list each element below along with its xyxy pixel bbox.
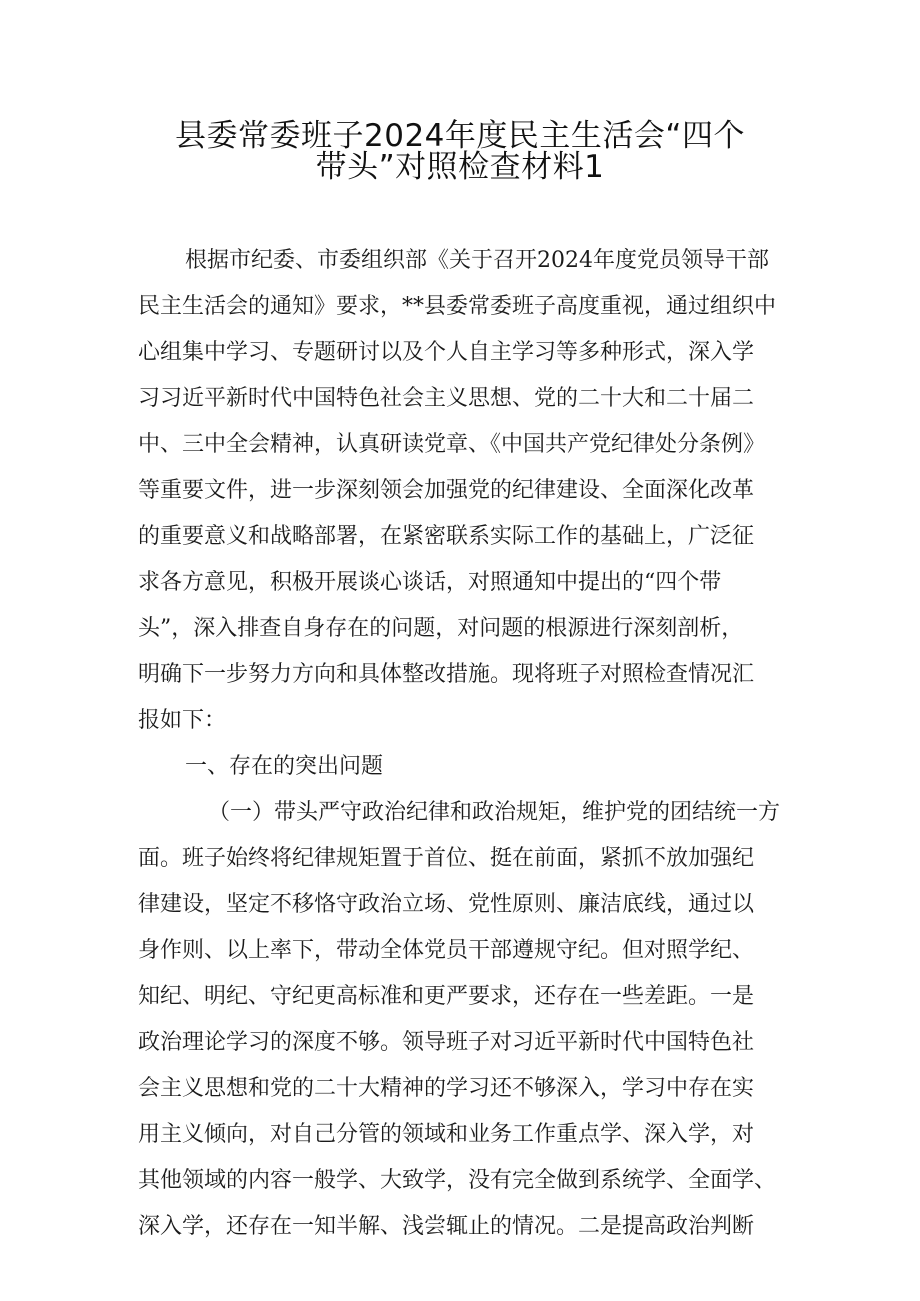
paragraph-line: 中、三中全会精神，认真研读党章、《中国共产党纪律处分条例》 — [138, 432, 766, 457]
paragraph-line: 等重要文件，进一步深刻领会加强党的纪律建设、全面深化改革 — [138, 478, 755, 503]
paragraph-line: 根据市纪委、市委组织部《关于召开2024年度党员领导干部 — [185, 248, 769, 273]
paragraph-line: 会主义思想和党的二十大精神的学习还不够深入，学习中存在实 — [138, 1076, 755, 1101]
paragraph-line: 身作则、以上率下，带动全体党员干部遵规守纪。但对照学纪、 — [138, 938, 755, 963]
paragraph-line: 的重要意义和战略部署，在紧密联系实际工作的基础上，广泛征 — [138, 524, 755, 549]
document-title-line-2: 带头”对照检查材料1 — [315, 149, 605, 185]
section-heading: 一、存在的突出问题 — [185, 754, 384, 779]
paragraph-line: 律建设，坚定不移恪守政治立场、党性原则、廉洁底线，通过以 — [138, 892, 755, 917]
paragraph-line: 面。班子始终将纪律规矩置于首位、挺在前面，紧抓不放加强纪 — [138, 846, 755, 871]
paragraph-line: 其他领域的内容一般学、大致学，没有完全做到系统学、全面学、 — [138, 1168, 777, 1193]
paragraph-line: 知纪、明纪、守纪更高标准和更严要求，还存在一些差距。一是 — [138, 984, 755, 1009]
paragraph-line: 报如下： — [138, 708, 227, 733]
paragraph-line: 深入学，还存在一知半解、浅尝辄止的情况。二是提高政治判断 — [138, 1214, 755, 1239]
paragraph-line: 政治理论学习的深度不够。领导班子对习近平新时代中国特色社 — [138, 1030, 755, 1055]
subsection-heading-line: （一）带头严守政治纪律和政治规矩，维护党的团结统一方 — [208, 800, 781, 825]
paragraph-line: 头”，深入排查自身存在的问题，对问题的根源进行深刻剖析， — [138, 616, 744, 641]
paragraph-line: 习习近平新时代中国特色社会主义思想、党的二十大和二十届二 — [138, 386, 755, 411]
paragraph-line: 求各方意见，积极开展谈心谈话，对照通知中提出的“四个带 — [138, 570, 722, 595]
paragraph-line: 用主义倾向，对自己分管的领域和业务工作重点学、深入学，对 — [138, 1122, 755, 1147]
paragraph-line: 心组集中学习、专题研讨以及个人自主学习等多种形式，深入学 — [138, 340, 755, 365]
paragraph-line: 明确下一步努力方向和具体整改措施。现将班子对照检查情况汇 — [138, 662, 755, 687]
paragraph-line: 民主生活会的通知》要求，**县委常委班子高度重视，通过组织中 — [138, 294, 777, 319]
document-title-line-1: 县委常委班子2024年度民主生活会“四个 — [175, 118, 745, 154]
